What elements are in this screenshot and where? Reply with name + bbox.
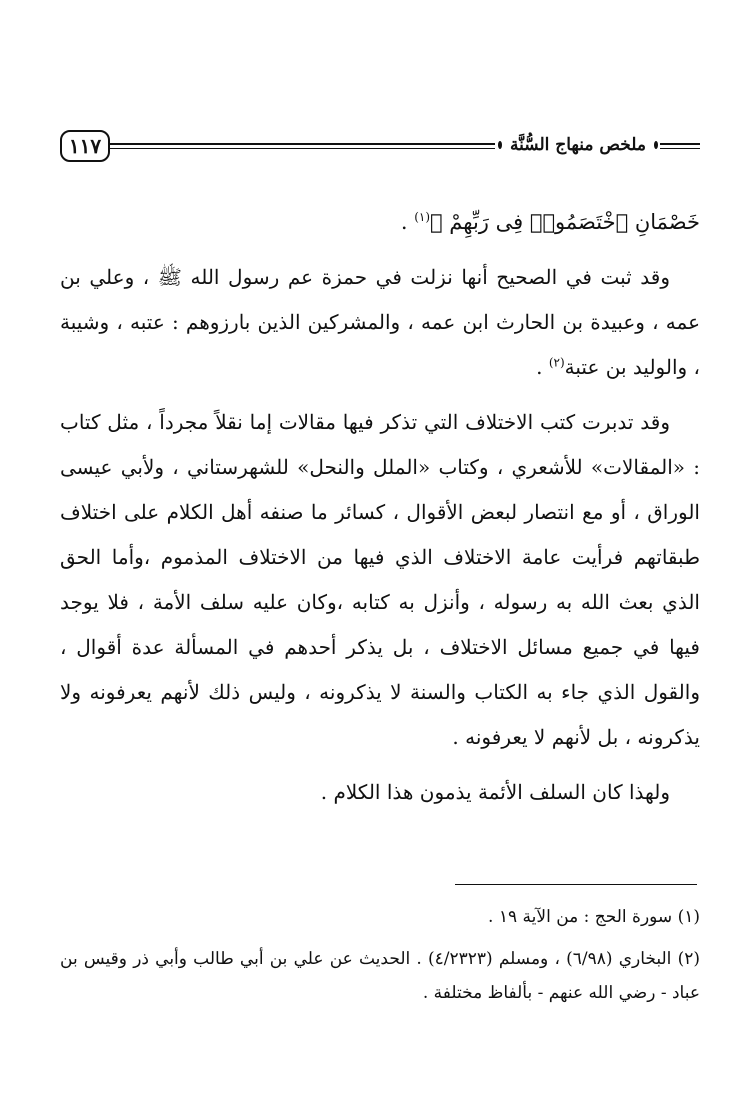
paragraph-2: وقد تدبرت كتب الاختلاف التي تذكر فيها مقالات إما نقلاً مجرداً ، مثل كتاب : «المقالات» للأشعري ، وكتاب «الملل والنحل» للشهرستاني ، ولأبي عيسى الوراق ، أو مع انتصار لبعض الأقوال ، كسائر ما صنفه أهل الكلام على اختلاف طبقاتهم فرأيت عامة الاختلاف الذي فيها من الاختلاف المذموم ،وأما الحق الذي بعث الله به رسوله ، وأنزل به كتابه ،وكان عليه سلف الأمة ، فلا يوجد فيها في جميع مسائل الاختلاف ، بل يذكر أحدهم في المسألة عدة أقوال ، والقول الذي جاء به الكتاب والسنة لا يذكرونه ، وليس ذلك لأنهم يعرفونه ولا يذكرونه ، بل لأنهم لا يعرفونه . (60, 410, 700, 749)
page-header (60, 128, 700, 168)
verse-text: خَصْمَانِ ٱخْتَصَمُوا۟ فِى رَبِّهِمْ ﴾ (430, 210, 700, 234)
footnote-2-line-2: وقيس بن عباد - رضي الله عنهم - بألفاظ مختلفة . (60, 949, 700, 1003)
footnote-2 (60, 942, 700, 1010)
paragraph-1-line-3: والوليد بن عتبة (564, 355, 688, 379)
paragraph-3: ولهذا كان السلف الأئمة يذمون هذا الكلام . (320, 780, 670, 804)
paragraph-1-line-2: وعبيدة بن الحارث ابن عمه ، والمشركين الذين بارزوهم : عتبه ، وشيبة ، (60, 310, 700, 379)
footnote-separator (455, 884, 697, 885)
footnotes (60, 900, 700, 1010)
verse-end: . (400, 210, 415, 234)
page-number: ١١٧ (60, 130, 110, 162)
footnote-1: (١) سورة الحج : من الآية ١٩ . (488, 907, 700, 927)
paragraph-1-end: . (536, 355, 549, 379)
footnote-ref-1: (١) (414, 210, 431, 224)
header-rule-left (110, 143, 495, 149)
header-rule-right (660, 143, 700, 149)
footnote-2-line-1: (٢) البخاري (٦/٩٨) ، ومسلم (٤/٢٣٢٣) . الحديث عن علي بن أبي طالب وأبي ذر (133, 949, 700, 969)
bullet-dot-icon (498, 141, 502, 149)
bullet-dot-icon (654, 141, 658, 149)
paragraph-1-line-1: وقد ثبت في الصحيح أنها نزلت في حمزة عم رسول الله ﷺ ، وعلي بن عمه ، (60, 265, 701, 334)
running-title-group (498, 130, 658, 160)
paragraph-1 (60, 255, 700, 390)
footnote-ref-2: (٢) (548, 355, 565, 370)
main-text (60, 200, 700, 815)
quran-verse (60, 200, 700, 245)
running-title: ملخص منهاج السُّنَّة (510, 135, 646, 155)
